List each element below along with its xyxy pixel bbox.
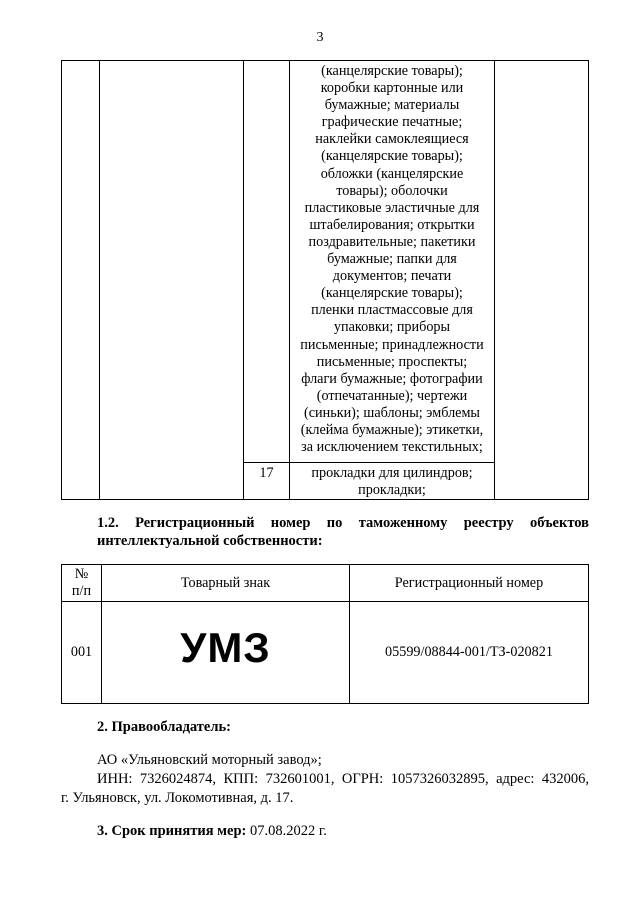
trademark-table — [61, 564, 589, 704]
table-cell-empty — [100, 61, 244, 500]
goods-line: прокладки для цилиндров; — [311, 465, 473, 481]
table-row — [62, 602, 589, 704]
section-1-2-heading — [61, 514, 589, 550]
goods-line: (отпечатанные); чертежи — [316, 387, 468, 404]
goods-line: письменные; принадлежности — [300, 336, 484, 353]
goods-line: наклейки самоклеящиеся — [315, 131, 469, 148]
table-cell-empty — [244, 61, 290, 463]
holder-address: г. Ульяновск, ул. Локомотивная, д. 17. — [61, 790, 294, 806]
goods-line: штабелирования; открытки — [309, 216, 475, 233]
goods-line: пластиковые эластичные для — [304, 199, 480, 216]
goods-line: бумажные; материалы — [324, 97, 460, 114]
goods-line: (канцелярские товары); — [321, 63, 463, 79]
goods-line: документов; печати — [332, 268, 452, 285]
holder-name: АО «Ульяновский моторный завод»; — [97, 752, 322, 768]
goods-line: графические печатные; — [321, 114, 463, 131]
goods-line: коробки картонные или — [320, 80, 464, 97]
goods-line: (синьки); шаблоны; эмблемы — [304, 404, 480, 421]
goods-table-continuation — [61, 60, 589, 500]
goods-line: за исключением текстильных; — [301, 439, 483, 456]
table-cell-empty — [62, 61, 100, 500]
goods-line: обложки (канцелярские — [320, 165, 464, 182]
goods-line: (клейма бумажные); этикетки, — [300, 421, 484, 438]
section-1-2-number: 1.2. — [97, 515, 119, 531]
header-number-line2: п/п — [71, 583, 92, 599]
table-cell-empty — [495, 61, 589, 500]
goods-line: упаковки; приборы — [333, 319, 451, 336]
goods-line: (канцелярские товары); — [321, 285, 463, 302]
class-goods-cell — [290, 463, 495, 500]
page-number: 3 — [316, 30, 324, 45]
goods-list-cell — [290, 61, 495, 463]
section-2-title: 2. Правообладатель: — [97, 719, 231, 735]
goods-line: письменные; проспекты; — [316, 353, 468, 370]
section-1-2-title: Регистрационный номер по таможенному реестру объектов интеллектуальной собственности: — [97, 515, 590, 549]
goods-line: товары); оболочки — [336, 182, 448, 199]
reg-number-value: 05599/08844-001/ТЗ-020821 — [350, 602, 589, 704]
section-3-value: 07.08.2022 г. — [250, 823, 327, 839]
header-number — [62, 565, 102, 602]
header-number-line1: № — [74, 566, 89, 582]
row-number: 001 — [62, 602, 102, 704]
section-3-label: 3. Срок принятия мер: — [97, 823, 247, 839]
trademark-logo: УМЗ — [180, 623, 271, 671]
section-3 — [97, 822, 327, 840]
holder-details: ИНН: 7326024874, КПП: 732601001, ОГРН: 1057326032895, адрес: 432006, — [97, 771, 589, 787]
class-number-cell: 17 — [244, 463, 290, 500]
goods-line: поздравительные; пакетики — [308, 233, 476, 250]
trademark-image — [102, 602, 350, 704]
header-reg-number: Регистрационный номер — [350, 565, 589, 602]
goods-line: (канцелярские товары); — [321, 148, 463, 165]
goods-line: пленки пластмассовые для — [311, 302, 473, 319]
header-trademark: Товарный знак — [102, 565, 350, 602]
goods-line: флаги бумажные; фотографии — [301, 370, 483, 387]
goods-line: прокладки; — [358, 482, 426, 499]
goods-line: бумажные; папки для — [327, 251, 457, 268]
rights-holder-block — [61, 751, 589, 808]
